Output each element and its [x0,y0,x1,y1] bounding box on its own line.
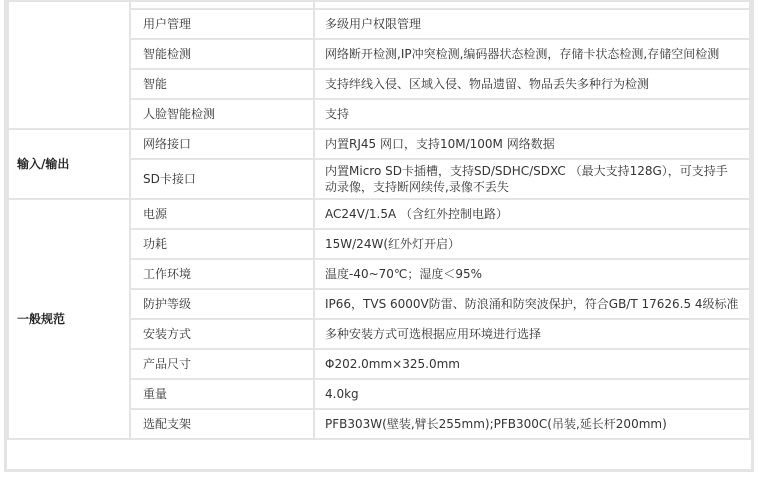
row-label: SD卡接口 [130,159,314,199]
row-label: 用户管理 [130,9,314,39]
row-value: 多级用户权限管理 [314,9,750,39]
row-value: PFB303W(壁装,臂长255mm);PFB300C(吊装,延长杆200mm) [314,409,750,439]
row-value: 15W/24W(红外灯开启） [314,229,750,259]
row-value: 温度-40~70℃；湿度＜95% [314,259,750,289]
row-label: 功耗 [130,229,314,259]
spec-table [7,0,751,440]
row-value: 内置Micro SD卡插槽，支持SD/SDHC/SDXC （最大支持128G），可支持手动录像，支持断网续传,录像不丢失 [314,159,750,199]
row-label: 安装方式 [130,319,314,349]
row-value: 多种安装方式可选根据应用环境进行选择 [314,319,750,349]
row-label: 智能 [130,69,314,99]
table-row [8,129,750,159]
row-value: 内置RJ45 网口，支持10M/100M 网络数据 [314,129,750,159]
row-value [314,1,750,9]
table-row [8,199,750,229]
category-cell-empty [8,1,130,129]
row-label: 防护等级 [130,289,314,319]
table-row [8,1,750,9]
row-label: 电源 [130,199,314,229]
row-label: 重量 [130,379,314,409]
row-value: 4.0kg [314,379,750,409]
category-general: 一般规范 [8,199,130,439]
row-label: 工作环境 [130,259,314,289]
row-label: 产品尺寸 [130,349,314,379]
row-value: AC24V/1.5A （含红外控制电路） [314,199,750,229]
category-io: 输入/输出 [8,129,130,199]
row-label: 选配支架 [130,409,314,439]
row-value: 支持绊线入侵、区域入侵、物品遗留、物品丢失多种行为检测 [314,69,750,99]
row-value: Φ202.0mm×325.0mm [314,349,750,379]
row-value: 网络断开检测,IP冲突检测,编码器状态检测，存储卡状态检测,存储空间检测 [314,39,750,69]
row-label: 人脸智能检测 [130,99,314,129]
row-value: IP66，TVS 6000V防雷、防浪涌和防突波保护，符合GB/T 17626.5 4级标准 [314,289,750,319]
row-label: 智能检测 [130,39,314,69]
row-label [130,1,314,9]
row-value: 支持 [314,99,750,129]
row-label: 网络接口 [130,129,314,159]
